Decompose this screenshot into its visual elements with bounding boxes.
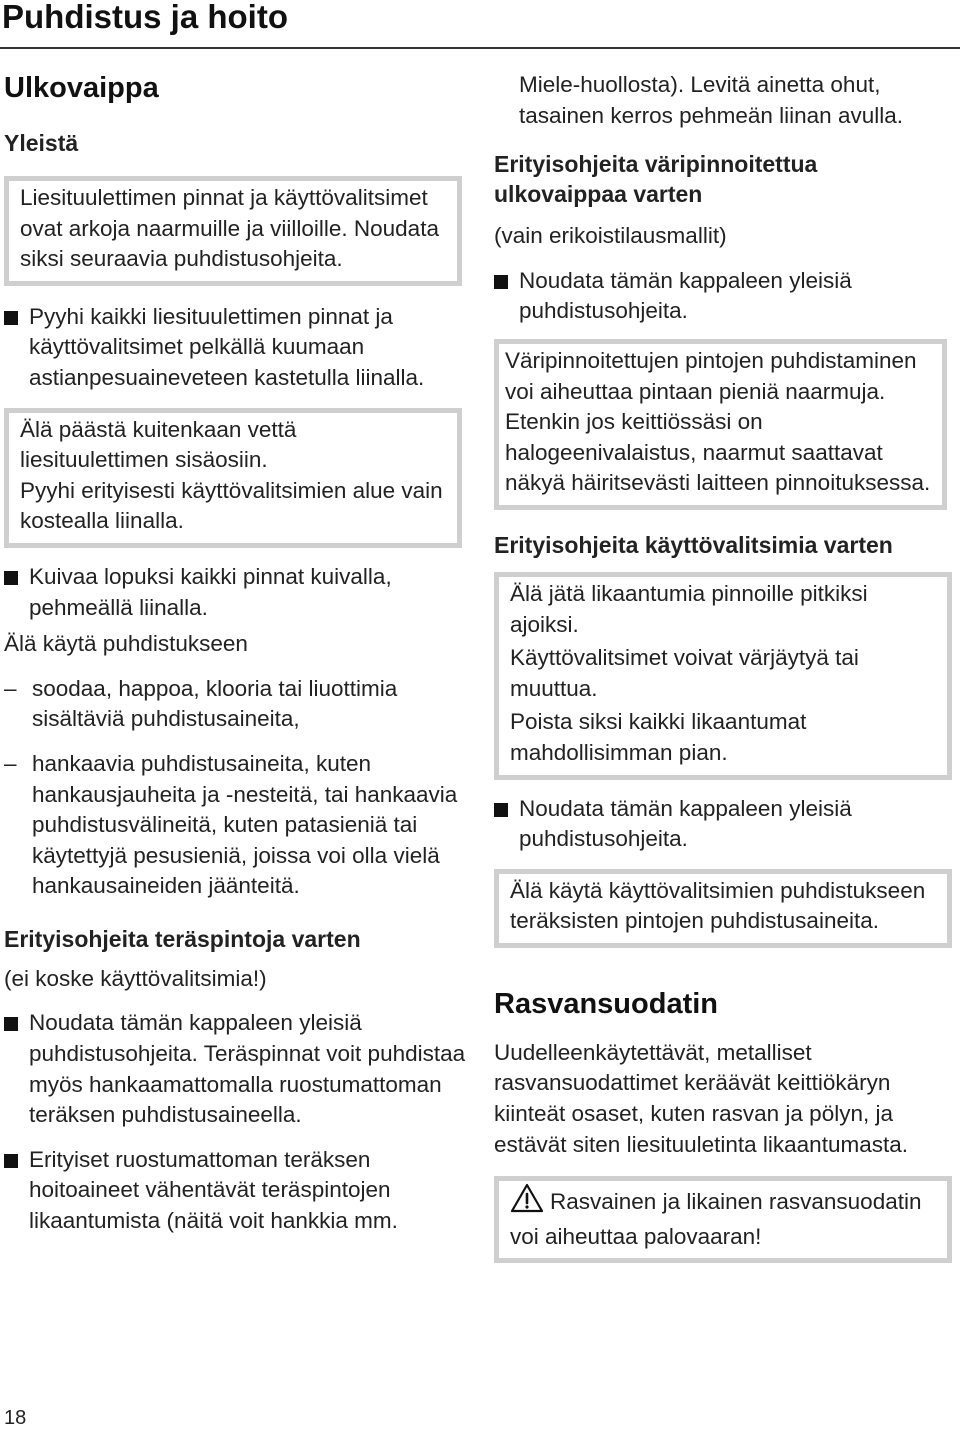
bullet-steel-care: [4, 1145, 466, 1237]
info-box-painted-text: Väripinnoitettujen pintojen puhdistaminen voi aiheuttaa pintaan pieniä naarmuja. Etenkin jos keittiössäsi on halogeenivalaistus, naarmut saattavat näkyä häiritsevästi laitteen pinnoituksessa.: [505, 347, 931, 496]
bullet-steel-care-text: Erityiset ruostumattoman teräksen hoitoaineet vähentävät teräspintojen likaantumista (näitä voit hankkia mm.: [29, 1146, 398, 1234]
info-box-controls-c: Poista siksi kaikki likaantumat mahdollisimman pian.: [510, 709, 807, 765]
dash-item-chemicals-text: soodaa, happoa, klooria tai liuottimia sisältäviä puhdistusaineita,: [32, 675, 398, 732]
bullet-controls-general-text: Noudata tämän kappaleen yleisiä puhdistusohjeita.: [519, 795, 852, 852]
info-box-controls-text: Pyyhi erityisesti käyttövalitsimien alue vain kostealla liinalla.: [20, 477, 443, 534]
steel-note: (ei koske käyttövalitsimia!): [4, 965, 267, 991]
square-bullet-icon: [4, 1154, 18, 1168]
painted-note: (vain erikoistilausmallit): [494, 223, 727, 249]
info-box-surfaces: [4, 176, 462, 286]
page-title: Puhdistus ja hoito: [2, 0, 288, 35]
bullet-wipe-surfaces-text: Pyyhi kaikki liesituulettimen pinnat ja käyttövalitsimet pelkällä kuumaan astianpesuaineveteen kastetulla liinalla.: [29, 303, 425, 390]
bullet-wipe-surfaces: [4, 302, 466, 394]
square-bullet-icon: [494, 275, 508, 289]
do-not-use-label: Älä käytä puhdistukseen: [4, 631, 248, 657]
info-box-water-text: Älä päästä kuitenkaan vettä liesituulettimen sisäosiin.: [20, 416, 297, 473]
dash-item-abrasives: – hankaavia puhdistusaineita, kuten hankausjauheita ja -nesteitä, tai hankaavia puhdistusvälineitä, kuten patasieniä tai käytettyjä pesusieniä, joissa voi olla vielä hankausaineiden jäänteitä.: [4, 750, 458, 899]
info-box-controls-a: Älä jätä likaantumia pinnoille pitkiksi ajoiksi.: [510, 580, 868, 637]
controls-heading: Erityisohjeita käyttövalitsimia varten: [494, 531, 893, 558]
left-column: [4, 70, 466, 1237]
info-box-painted: [494, 339, 947, 510]
grease-filter-text: Uudelleenkäytettävät, metalliset rasvansuodattimet keräävät keittiökäryn kiinteät osaset, kuten rasvan ja pölyn, ja estävät siten liesituuletinta likaantumasta.: [494, 1039, 908, 1157]
square-bullet-icon: [494, 803, 508, 817]
bullet-controls-general: [494, 794, 956, 855]
subsection-general: Yleistä: [4, 130, 79, 156]
info-box-controls-cleaner: [494, 869, 952, 948]
info-box-controls-cleaner-text: Älä käytä käyttövalitsimien puhdistukseen teräksisten pintojen puhdistusaineita.: [510, 877, 926, 934]
page-number: 18: [4, 1407, 27, 1429]
info-box-surfaces-text: Liesituulettimen pinnat ja käyttövalitsimet ovat arkoja naarmuille ja viilloille. Noudata siksi seuraavia puhdistusohjeita.: [20, 185, 439, 272]
info-box-controls: [494, 572, 952, 780]
bullet-dry-surfaces-text: Kuivaa lopuksi kaikki pinnat kuivalla, pehmeällä liinalla.: [29, 563, 392, 620]
square-bullet-icon: [4, 311, 18, 325]
square-bullet-icon: [4, 1017, 18, 1031]
bullet-painted-general-text: Noudata tämän kappaleen yleisiä puhdistusohjeita.: [519, 267, 852, 324]
warning-text: Rasvainen ja likainen rasvansuodatin voi aiheuttaa palovaaran!: [510, 1189, 922, 1249]
square-bullet-icon: [4, 571, 18, 585]
warning-triangle-icon: [510, 1183, 544, 1222]
right-column: [494, 70, 956, 1263]
dash-item-abrasives-text: hankaavia puhdistusaineita, kuten hankausjauheita ja -nesteitä, tai hankaavia puhdistusvälineitä, kuten patasieniä tai käytettyjä pesusieniä, joissa voi olla vielä hankausaineiden jäänteitä.: [32, 750, 458, 899]
bullet-steel-general: [4, 1008, 466, 1130]
bullet-painted-general: [494, 266, 956, 327]
bullet-steel-general-text: Noudata tämän kappaleen yleisiä puhdistusohjeita. Teräspinnat voit puhdistaa myös hankaamattomalla ruostumattoman teräksen puhdistusaineella.: [29, 1010, 466, 1128]
continuation-text: Miele-huollosta). Levitä ainetta ohut, tasainen kerros pehmeän liinan avulla.: [519, 72, 903, 128]
section-title-rasvansuodatin: Rasvansuodatin: [494, 987, 718, 1020]
continuation-text-block: [494, 70, 956, 131]
info-box-controls-b: Käyttövalitsimet voivat värjäytyä tai muuttua.: [510, 645, 859, 701]
painted-heading: Erityisohjeita väripinnoitettua ulkovaippaa varten: [494, 151, 818, 208]
steel-heading: Erityisohjeita teräspintoja varten: [4, 925, 361, 952]
section-title-ulkovaippa: Ulkovaippa: [4, 72, 159, 104]
title-divider: [0, 47, 960, 49]
dash-item-chemicals: – soodaa, happoa, klooria tai liuottimia sisältäviä puhdistusaineita,: [4, 675, 398, 732]
info-box-water: [4, 408, 462, 548]
warning-box: [494, 1176, 952, 1263]
bullet-dry-surfaces: [4, 562, 466, 623]
